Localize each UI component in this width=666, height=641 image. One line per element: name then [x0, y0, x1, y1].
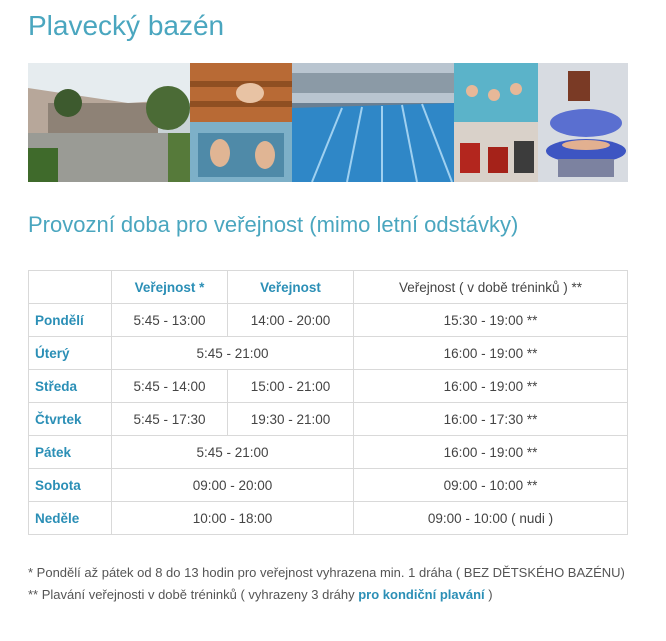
fitness-photo	[454, 63, 538, 182]
footnote-2-prefix: ** Plavání veřejnosti v době tréninků ( vyhrazeny 3 dráhy	[28, 587, 359, 602]
training-time-cell: 09:00 - 10:00 ( nudi )	[354, 502, 628, 535]
day-cell: Pondělí	[29, 304, 112, 337]
training-time-cell: 16:00 - 17:30 **	[354, 403, 628, 436]
table-row	[29, 502, 628, 535]
footnote-2	[28, 584, 628, 606]
day-cell: Neděle	[29, 502, 112, 535]
training-time-cell: 16:00 - 19:00 **	[354, 370, 628, 403]
sauna-photo	[190, 63, 292, 182]
footnote-2-suffix: )	[484, 587, 493, 602]
day-cell: Středa	[29, 370, 112, 403]
photo-banner	[28, 63, 628, 182]
training-time-cell: 16:00 - 19:00 **	[354, 436, 628, 469]
time-cell: 5:45 - 21:00	[112, 337, 354, 370]
training-time-cell: 16:00 - 19:00 **	[354, 337, 628, 370]
day-cell: Sobota	[29, 469, 112, 502]
fitness-swimming-link[interactable]: pro kondiční plavání	[358, 587, 485, 602]
time-cell: 19:30 - 21:00	[228, 403, 354, 436]
day-cell: Pátek	[29, 436, 112, 469]
day-cell: Čtvrtek	[29, 403, 112, 436]
time-cell: 14:00 - 20:00	[228, 304, 354, 337]
opening-hours-table	[28, 270, 628, 535]
table-row	[29, 370, 628, 403]
header-public-training: Veřejnost ( v době tréninků ) **	[354, 271, 628, 304]
time-cell: 5:45 - 14:00	[112, 370, 228, 403]
building-photo	[28, 63, 190, 182]
section-title: Provozní doba pro veřejnost (mimo letní odstávky)	[28, 212, 519, 237]
table-row	[29, 469, 628, 502]
time-cell: 5:45 - 21:00	[112, 436, 354, 469]
training-time-cell: 15:30 - 19:00 **	[354, 304, 628, 337]
header-public-star: Veřejnost *	[112, 271, 228, 304]
time-cell: 10:00 - 18:00	[112, 502, 354, 535]
day-cell: Úterý	[29, 337, 112, 370]
header-public: Veřejnost	[228, 271, 354, 304]
page-title: Plavecký bazén	[28, 10, 225, 41]
table-row	[29, 337, 628, 370]
footnote-1: * Pondělí až pátek od 8 do 13 hodin pro veřejnost vyhrazena min. 1 dráha ( BEZ DĚTSKÉHO BAZÉNU)	[28, 565, 625, 580]
table-row	[29, 304, 628, 337]
time-cell: 15:00 - 21:00	[228, 370, 354, 403]
table-header-row	[29, 271, 628, 304]
table-row	[29, 436, 628, 469]
time-cell: 5:45 - 13:00	[112, 304, 228, 337]
footnotes	[28, 562, 628, 606]
solarium-photo	[538, 63, 628, 182]
time-cell: 5:45 - 17:30	[112, 403, 228, 436]
header-empty	[29, 271, 112, 304]
training-time-cell: 09:00 - 10:00 **	[354, 469, 628, 502]
table-row	[29, 403, 628, 436]
pool-photo	[292, 63, 454, 182]
time-cell: 09:00 - 20:00	[112, 469, 354, 502]
